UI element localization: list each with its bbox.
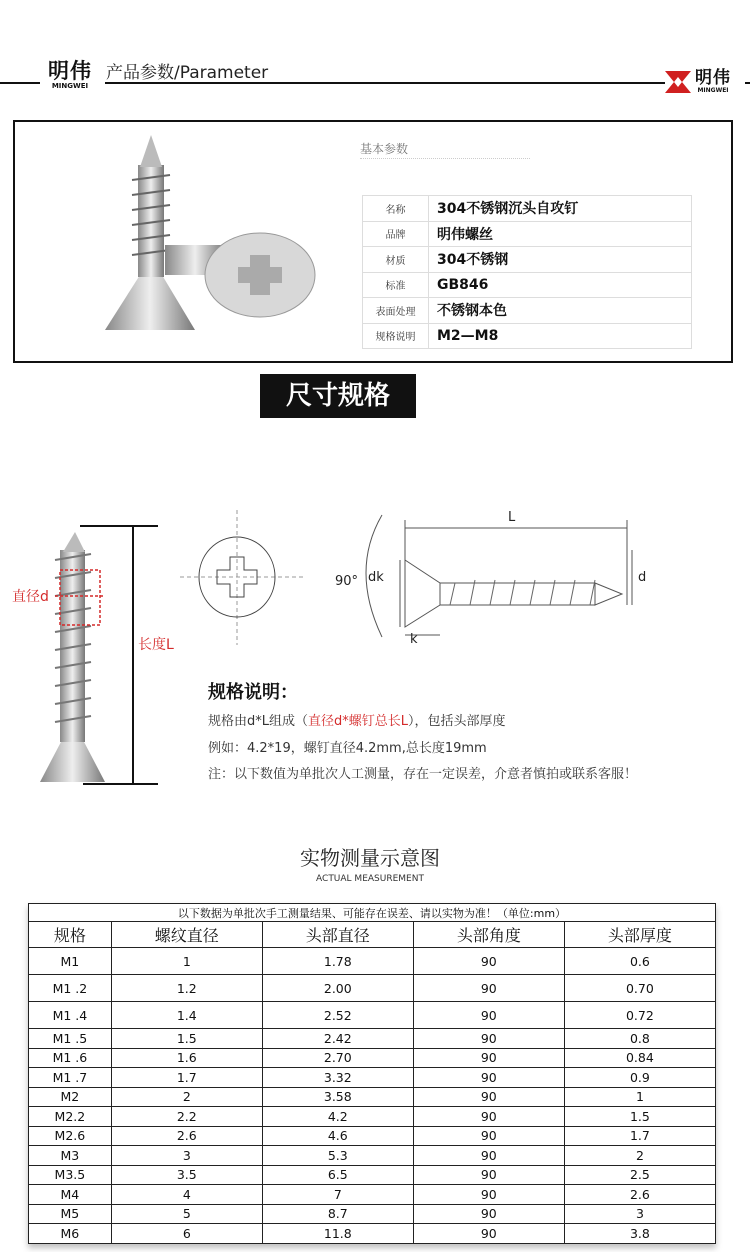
- param-value: 304不锈钢沉头自攻钉: [429, 196, 692, 222]
- column-header: 螺纹直径: [111, 922, 262, 948]
- basic-params-table: [362, 195, 692, 349]
- table-cell: 0.9: [564, 1068, 715, 1088]
- table-cell: M1 .7: [29, 1068, 112, 1088]
- brand-logo-right: 明伟 MINGWEI: [665, 70, 745, 96]
- table-row: [29, 948, 716, 975]
- table-cell: 2: [111, 1087, 262, 1107]
- table-cell: 3.58: [262, 1087, 413, 1107]
- column-header: 头部角度: [413, 922, 564, 948]
- table-cell: 90: [413, 1029, 564, 1049]
- param-row: [363, 298, 692, 324]
- table-cell: 2.52: [262, 1002, 413, 1029]
- table-row: [29, 1087, 716, 1107]
- table-cell: 0.8: [564, 1029, 715, 1049]
- screw-photo-measured: [35, 520, 165, 790]
- table-row: [29, 1107, 716, 1127]
- table-cell: M1 .4: [29, 1002, 112, 1029]
- table-cell: 1.5: [564, 1107, 715, 1127]
- table-cell: 3.8: [564, 1224, 715, 1244]
- section-banner: 尺寸规格: [260, 374, 416, 418]
- column-header: 头部直径: [262, 922, 413, 948]
- screw-side-view: [330, 505, 660, 645]
- table-cell: 4.6: [262, 1126, 413, 1146]
- param-row: [363, 247, 692, 273]
- table-cell: 2.70: [262, 1048, 413, 1068]
- table-cell: 2.42: [262, 1029, 413, 1049]
- table-cell: 2.2: [111, 1107, 262, 1127]
- table-cell: M5: [29, 1204, 112, 1224]
- measurement-table: [28, 903, 716, 1244]
- table-row: [29, 1048, 716, 1068]
- table-cell: 1.7: [111, 1068, 262, 1088]
- param-key: 规格说明: [363, 323, 429, 349]
- table-cell: 90: [413, 948, 564, 975]
- param-row: [363, 196, 692, 222]
- table-cell: 1.78: [262, 948, 413, 975]
- table-caption: 以下数据为单批次手工测量结果、可能存在误差、请以实物为准！（单位:mm）: [29, 904, 716, 922]
- logo-mark-icon: [665, 71, 691, 93]
- table-cell: 0.84: [564, 1048, 715, 1068]
- table-row: [29, 1126, 716, 1146]
- table-cell: 0.6: [564, 948, 715, 975]
- page-title: 产品参数/Parameter: [106, 63, 269, 83]
- param-row: [363, 323, 692, 349]
- dk-label: dk: [368, 570, 384, 585]
- product-photo-screws: [100, 135, 330, 350]
- table-cell: 90: [413, 1068, 564, 1088]
- table-cell: 5.3: [262, 1146, 413, 1166]
- table-cell: 90: [413, 1204, 564, 1224]
- spec-line-2: 例如：4.2*19，螺钉直径4.2mm,总长度19mm: [208, 741, 487, 756]
- param-key: 名称: [363, 196, 429, 222]
- table-cell: 0.70: [564, 975, 715, 1002]
- param-key: 品牌: [363, 221, 429, 247]
- column-header: 规格: [29, 922, 112, 948]
- table-cell: 3.32: [262, 1068, 413, 1088]
- spec-line-1: 规格由d*L组成（直径d*螺钉总长L），包括头部厚度: [208, 714, 506, 729]
- table-cell: M1 .2: [29, 975, 112, 1002]
- table-cell: 3: [111, 1146, 262, 1166]
- table-cell: 3.5: [111, 1165, 262, 1185]
- table-cell: M1 .6: [29, 1048, 112, 1068]
- table-cell: 1.2: [111, 975, 262, 1002]
- table-cell: M1 .5: [29, 1029, 112, 1049]
- param-key: 材质: [363, 247, 429, 273]
- table-cell: 5: [111, 1204, 262, 1224]
- table-cell: 90: [413, 1087, 564, 1107]
- table-row: [29, 1185, 716, 1205]
- table-cell: 90: [413, 1107, 564, 1127]
- table-cell: M3.5: [29, 1165, 112, 1185]
- table-row: [29, 1068, 716, 1088]
- table-cell: 3: [564, 1204, 715, 1224]
- param-value: 304不锈钢: [429, 247, 692, 273]
- angle-label: 90°: [335, 574, 359, 589]
- spec-heading: 规格说明：: [208, 682, 298, 703]
- spec-line-3: 注：以下数值为单批次人工测量，存在一定误差，介意者慎拍或联系客服！: [208, 767, 638, 782]
- table-row: [29, 1204, 716, 1224]
- diameter-label: 直径d: [12, 589, 49, 605]
- measure-subtitle: ACTUAL MEASUREMENT: [316, 874, 424, 884]
- table-row: [29, 1224, 716, 1244]
- table-cell: M2.6: [29, 1126, 112, 1146]
- param-key: 标准: [363, 272, 429, 298]
- table-cell: 2.6: [111, 1126, 262, 1146]
- table-row: [29, 975, 716, 1002]
- length-label: 长度L: [138, 637, 174, 653]
- param-row: [363, 221, 692, 247]
- param-key: 表面处理: [363, 298, 429, 324]
- basic-params-title: 基本参数: [360, 142, 409, 156]
- table-cell: 1.7: [564, 1126, 715, 1146]
- table-cell: 90: [413, 1048, 564, 1068]
- table-cell: 90: [413, 1146, 564, 1166]
- param-value: 不锈钢本色: [429, 298, 692, 324]
- table-cell: M1: [29, 948, 112, 975]
- table-cell: 2.6: [564, 1185, 715, 1205]
- table-cell: 90: [413, 975, 564, 1002]
- table-cell: 11.8: [262, 1224, 413, 1244]
- table-cell: 2.5: [564, 1165, 715, 1185]
- table-cell: 1.6: [111, 1048, 262, 1068]
- table-cell: 8.7: [262, 1204, 413, 1224]
- table-cell: M2: [29, 1087, 112, 1107]
- table-cell: 90: [413, 1165, 564, 1185]
- param-value: 明伟螺丝: [429, 221, 692, 247]
- table-cell: 90: [413, 1002, 564, 1029]
- param-row: [363, 272, 692, 298]
- table-cell: M4: [29, 1185, 112, 1205]
- screw-head-top-view: [175, 505, 305, 645]
- table-cell: M6: [29, 1224, 112, 1244]
- measure-title: 实物测量示意图: [300, 846, 440, 870]
- table-cell: 1: [564, 1087, 715, 1107]
- table-cell: 90: [413, 1185, 564, 1205]
- table-cell: 6.5: [262, 1165, 413, 1185]
- table-cell: 1.5: [111, 1029, 262, 1049]
- param-value: GB846: [429, 272, 692, 298]
- column-header: 头部厚度: [564, 922, 715, 948]
- table-row: [29, 1146, 716, 1166]
- table-cell: M3: [29, 1146, 112, 1166]
- L-label: L: [508, 510, 516, 525]
- table-cell: 90: [413, 1224, 564, 1244]
- table-cell: M2.2: [29, 1107, 112, 1127]
- table-cell: 4.2: [262, 1107, 413, 1127]
- table-cell: 90: [413, 1126, 564, 1146]
- d-label: d: [638, 570, 647, 585]
- table-cell: 4: [111, 1185, 262, 1205]
- table-cell: 6: [111, 1224, 262, 1244]
- table-cell: 0.72: [564, 1002, 715, 1029]
- table-row: [29, 1002, 716, 1029]
- table-row: [29, 1029, 716, 1049]
- table-cell: 2: [564, 1146, 715, 1166]
- table-cell: 1.4: [111, 1002, 262, 1029]
- table-row: [29, 1165, 716, 1185]
- param-value: M2—M8: [429, 323, 692, 349]
- table-cell: 1: [111, 948, 262, 975]
- table-cell: 7: [262, 1185, 413, 1205]
- brand-logo: 明伟 MINGWEI: [40, 60, 100, 90]
- k-label: k: [410, 632, 418, 645]
- table-cell: 2.00: [262, 975, 413, 1002]
